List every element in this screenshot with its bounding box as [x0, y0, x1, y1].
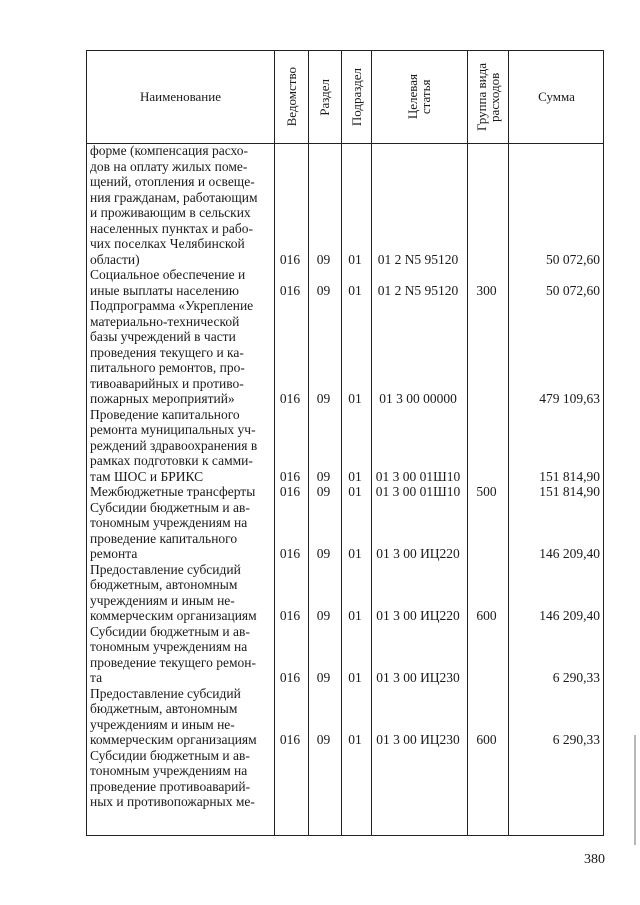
name-line: области) [90, 251, 140, 267]
cell-ved: 016 [279, 670, 301, 685]
cell-statya: 01 3 00 01Ш10 [375, 468, 461, 484]
cell-podrazdel: 01 [348, 282, 362, 298]
page-number: 380 [584, 852, 605, 867]
name-line: ния гражданам, работающим [90, 189, 258, 205]
header-name-cell [87, 51, 274, 143]
name-line: бюджетным, автономным [90, 701, 238, 716]
name-line: проведение капитального [90, 530, 238, 546]
cell-ved: 016 [279, 608, 301, 623]
header-summa: Сумма [538, 89, 575, 104]
scan-edge-mark [634, 735, 636, 845]
cell-statya: 01 3 00 ИЦ230 [376, 732, 460, 747]
name-line: тономным учреждениям на [90, 515, 248, 530]
column-divider [467, 51, 468, 835]
cell-podrazdel: 01 [348, 546, 362, 561]
name-line: Подпрограмма «Укрепление [90, 298, 254, 313]
name-line: там ШОС и БРИКС [90, 468, 204, 484]
header-summa-cell [508, 51, 605, 143]
column-divider [371, 51, 372, 835]
name-line: Предоставление субсидий [90, 561, 241, 577]
header-razdel: Раздел [317, 78, 332, 116]
name-line: коммерческим организациям [90, 608, 257, 623]
cell-statya: 01 3 00 00000 [379, 391, 457, 406]
name-line: материально-технической [90, 313, 240, 329]
name-line: Субсидии бюджетным и ав- [90, 747, 250, 763]
column-divider [308, 51, 309, 835]
name-line: тономным учреждениям на [90, 639, 248, 654]
name-line: проведение текущего ремон- [90, 654, 256, 670]
name-line: коммерческим организациям [90, 732, 257, 747]
cell-summa: 50 072,60 [546, 282, 600, 298]
name-line: иные выплаты населению [90, 282, 239, 298]
name-line: дов на оплату жилых поме- [90, 158, 248, 174]
cell-gruppa: 500 [476, 484, 497, 499]
column-divider [274, 51, 275, 835]
cell-razdel: 09 [316, 251, 331, 267]
name-line: та [90, 670, 103, 685]
header-vedomstvo: Ведомство [283, 67, 299, 127]
cell-summa: 151 814,90 [539, 484, 600, 499]
cell-podrazdel: 01 [348, 484, 362, 499]
cell-podrazdel: 01 [348, 670, 362, 685]
cell-summa: 6 290,33 [552, 732, 600, 747]
cell-statya: 01 3 00 ИЦ230 [376, 670, 460, 685]
header-vedomstvo-cell [274, 51, 308, 143]
cell-razdel: 09 [316, 608, 331, 623]
name-line: тивоаварийных и противо- [90, 375, 244, 391]
cell-podrazdel: 01 [348, 732, 362, 747]
name-line: ремонта [90, 546, 138, 561]
cell-gruppa: 300 [476, 282, 497, 298]
header-podrazdel: Подраздел [348, 67, 364, 127]
cell-razdel: 09 [316, 468, 331, 484]
name-line: ных и противопожарных ме- [90, 794, 255, 809]
header-razdel-cell [308, 51, 341, 143]
header-gruppa-cell [467, 51, 508, 143]
header-tselevaya: Целевая статья [405, 74, 433, 120]
name-line: проведение противоаварий- [90, 778, 251, 794]
name-line: учреждениям и иным не- [90, 716, 235, 732]
cell-ved: 016 [279, 546, 301, 561]
cell-podrazdel: 01 [348, 468, 362, 484]
header-gruppa: Группа вида расходов [473, 63, 502, 131]
name-line: Социальное обеспечение и [90, 267, 246, 282]
name-line: Субсидии бюджетным и ав- [90, 623, 250, 639]
name-line: населенных пунктах и рабо- [90, 220, 253, 236]
name-line: Субсидии бюджетным и ав- [90, 499, 250, 515]
name-line: базы учреждений в части [90, 329, 236, 344]
name-line: пожарных мероприятий» [90, 391, 235, 406]
cell-statya: 01 2 N5 95120 [377, 251, 459, 267]
name-line: щений, отопления и освеще- [90, 174, 255, 189]
cell-razdel: 09 [316, 484, 331, 499]
name-line: питального ремонтов, про- [90, 360, 245, 375]
name-line: форме (компенсация расхо- [90, 143, 249, 158]
name-line: реждений здравоохранения в [90, 437, 258, 453]
column-divider [508, 51, 509, 835]
name-line: тономным учреждениям на [90, 763, 248, 778]
cell-statya: 01 3 00 ИЦ220 [376, 608, 460, 623]
cell-gruppa: 600 [476, 608, 497, 623]
cell-summa: 6 290,33 [552, 670, 600, 685]
name-line: чих поселках Челябинской [90, 236, 245, 251]
cell-podrazdel: 01 [348, 608, 362, 623]
cell-summa: 146 209,40 [539, 546, 600, 561]
name-line: Межбюджетные трансферты [90, 484, 256, 499]
cell-razdel: 09 [316, 546, 331, 561]
cell-razdel: 09 [316, 391, 331, 406]
name-line: и проживающим в сельских [90, 205, 251, 220]
cell-ved: 016 [279, 468, 301, 484]
header-name: Наименование [140, 89, 221, 104]
cell-summa: 479 109,63 [539, 391, 600, 406]
cell-summa: 151 814,90 [539, 468, 600, 484]
header-podrazdel-cell [341, 51, 371, 143]
cell-summa: 146 209,40 [539, 608, 600, 623]
name-line: проведения текущего и ка- [90, 344, 244, 360]
name-line: ремонта муниципальных уч- [90, 422, 256, 437]
cell-razdel: 09 [316, 670, 331, 685]
name-line: рамках подготовки к самми- [90, 453, 253, 468]
cell-statya: 01 3 00 ИЦ220 [376, 546, 460, 561]
cell-ved: 016 [279, 251, 301, 267]
cell-podrazdel: 01 [348, 391, 362, 406]
cell-ved: 016 [279, 484, 301, 499]
cell-razdel: 09 [316, 732, 331, 747]
cell-summa: 50 072,60 [546, 251, 600, 267]
cell-gruppa: 600 [476, 732, 497, 747]
cell-podrazdel: 01 [348, 251, 362, 267]
name-line: учреждениям и иным не- [90, 592, 235, 608]
cell-statya: 01 3 00 01Ш10 [375, 484, 461, 499]
cell-ved: 016 [279, 282, 301, 298]
name-line: Предоставление субсидий [90, 685, 241, 701]
name-line: бюджетным, автономным [90, 577, 238, 592]
header-tselevaya-cell [371, 51, 467, 143]
cell-razdel: 09 [316, 282, 331, 298]
cell-ved: 016 [279, 732, 301, 747]
name-line: Проведение капитального [90, 406, 240, 422]
cell-ved: 016 [279, 391, 301, 406]
cell-statya: 01 2 N5 95120 [377, 282, 459, 298]
column-divider [341, 51, 342, 835]
